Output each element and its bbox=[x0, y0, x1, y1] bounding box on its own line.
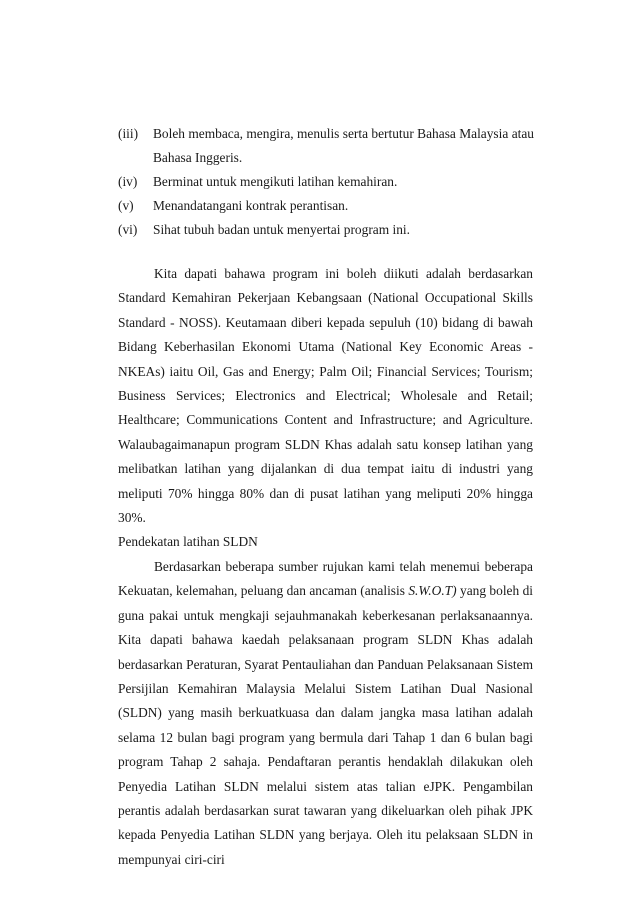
section-heading: Pendekatan latihan SLDN bbox=[118, 534, 258, 550]
swot-italic: S.W.O.T) bbox=[408, 583, 457, 599]
list-item bbox=[118, 218, 534, 242]
paragraph-swot-part2: yang boleh di guna pakai untuk mengkaji sejauhmanakah keberkesanan perlaksanaannya. Kita dapati bahawa kaedah pelaksanaan program SLDN Khas adalah berdasarkan Peraturan, Syarat Pentauliahan dan Panduan Pelaksanaan Sistem Persijilan Kemahiran Malaysia Melalui Sistem Latihan Dual Nasional (SLDN) yang masih berkuatkuasa dan dalam jangka masa latihan adalah selama 12 bulan bagi program yang bermula dari Tahap 1 dan 6 bulan bagi program Tahap 2 sahaja. Pendaftaran perantis hendaklah dilakukan oleh Penyedia Latihan SLDN melalui sistem atas talian eJPK. Pengambilan perantis adalah berdasarkan surat tawaran yang dikeluarkan oleh pihak JPK kepada Penyedia Latihan SLDN yang berjaya. Oleh itu pelaksaan SLDN in mempunyai ciri-ciri bbox=[118, 583, 533, 867]
list-item-text: Boleh membaca, mengira, menulis serta bertutur Bahasa Malaysia atau Bahasa Inggeris. bbox=[153, 126, 534, 165]
list-marker: (v) bbox=[118, 198, 134, 213]
paragraph-swot-part1: Berdasarkan beberapa sumber rujukan kami telah menemui beberapa Kekuatan, kelemahan, peluang dan ancaman (analisis bbox=[118, 558, 533, 599]
requirements-list bbox=[118, 122, 534, 242]
list-item-text: Sihat tubuh badan untuk menyertai program ini. bbox=[153, 222, 410, 237]
list-item bbox=[118, 122, 534, 170]
list-marker: (vi) bbox=[118, 222, 138, 237]
list-marker: (iii) bbox=[118, 126, 139, 141]
list-item-text: Menandatangani kontrak perantisan. bbox=[153, 198, 349, 213]
list-item bbox=[118, 194, 534, 218]
body-text bbox=[118, 262, 533, 872]
list-marker: (iv) bbox=[118, 174, 138, 189]
list-item-text: Berminat untuk mengikuti latihan kemahiran. bbox=[153, 174, 398, 189]
paragraph-noss: Kita dapati bahawa program ini boleh diikuti adalah berdasarkan Standard Kemahiran Pekerjaan Kebangsaan (National Occupational Skills Standard - NOSS). Keutamaan diberi kepada sepuluh (10) bidang di bawah Bidang Keberhasilan Ekonomi Utama (National Key Economic Areas - NKEAs) iaitu Oil, Gas and Energy; Palm Oil; Financial Services; Tourism; Business Services; Electronics and Electrical; Wholesale and Retail; Healthcare; Communications Content and Infrastructure; and Agriculture. Walaubagaimanapun program SLDN Khas adalah satu konsep latihan yang melibatkan latihan yang dijalankan di dua tempat iaitu di industri yang meliputi 70% hingga 80% dan di pusat latihan yang meliputi 20% hingga 30%. bbox=[118, 266, 533, 526]
list-item bbox=[118, 170, 534, 194]
paragraph-swot bbox=[118, 555, 533, 872]
